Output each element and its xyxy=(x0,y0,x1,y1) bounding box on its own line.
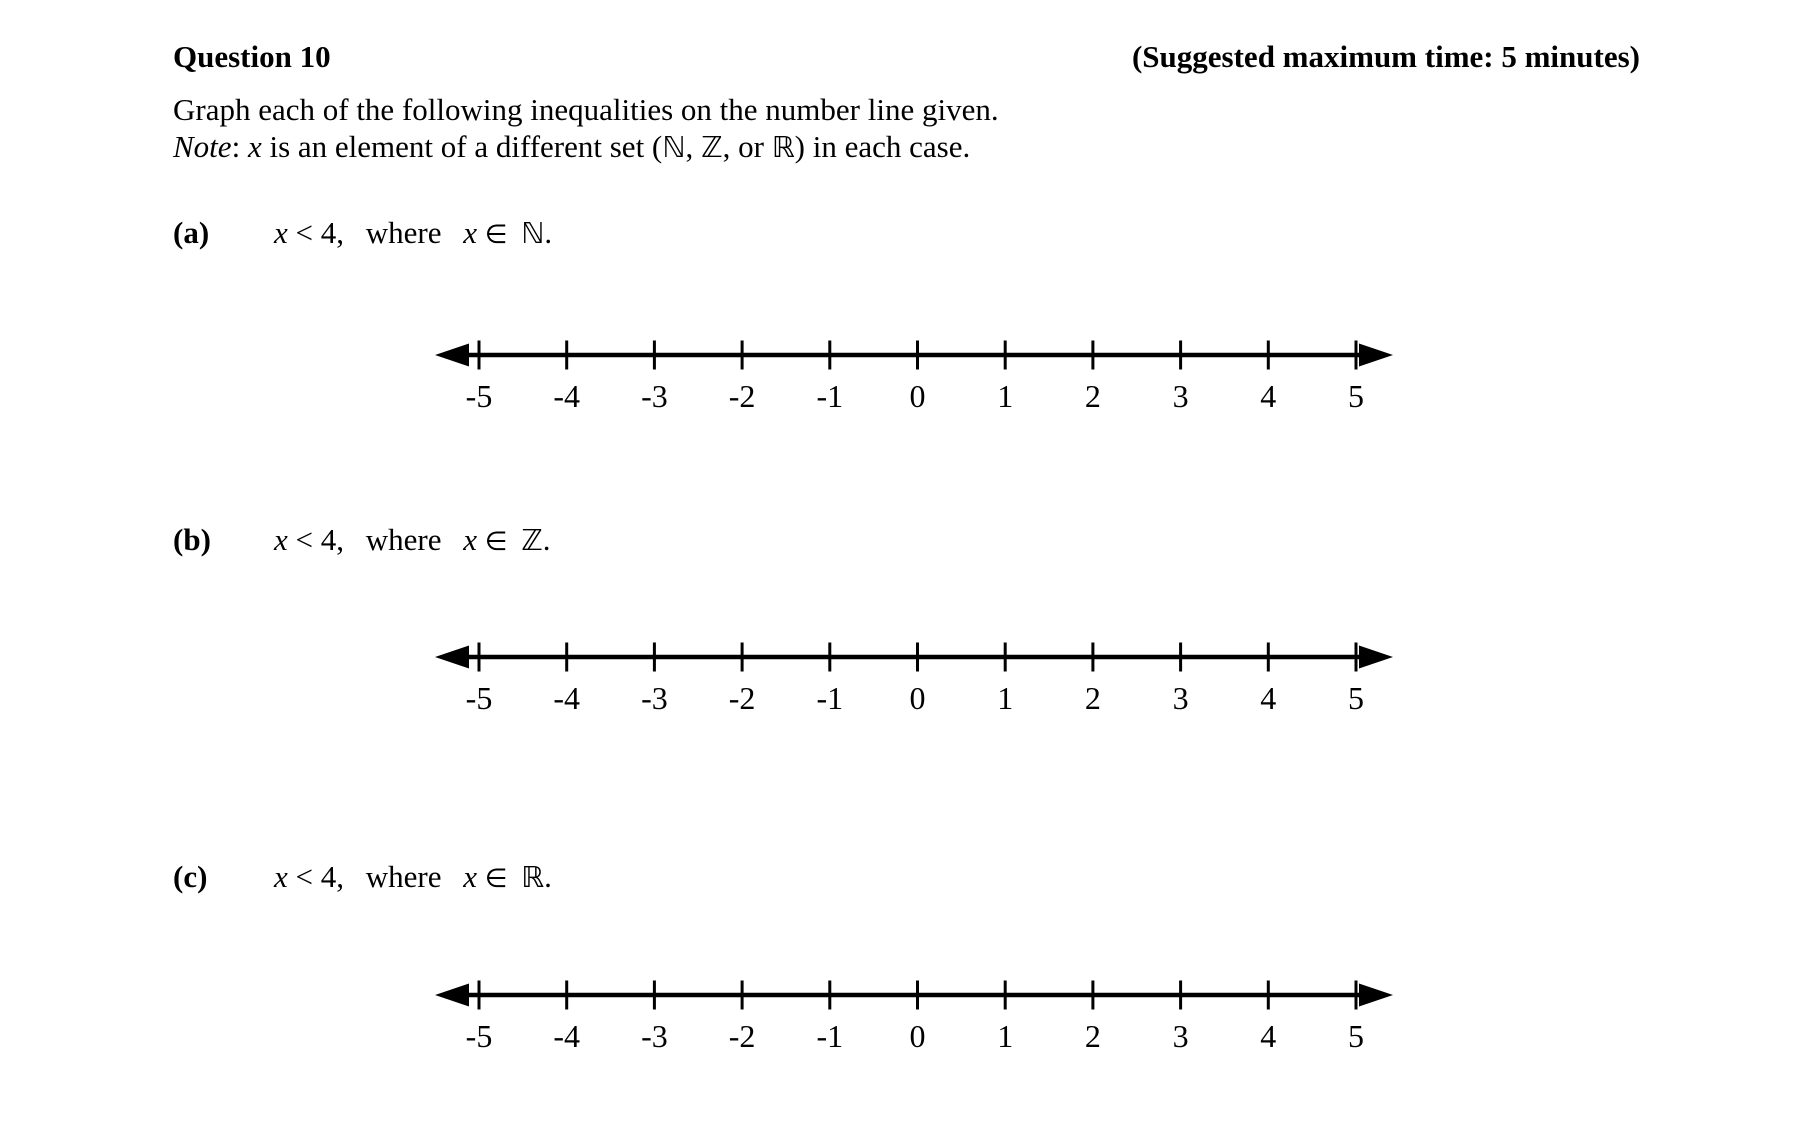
where-text: where xyxy=(365,522,442,557)
tick-label: 0 xyxy=(909,680,926,716)
tick-label: -3 xyxy=(641,378,668,414)
part-label: (b) xyxy=(173,522,211,557)
tick-label: 2 xyxy=(1084,680,1101,716)
part-label: (a) xyxy=(173,215,210,250)
right-arrowhead-icon xyxy=(1359,344,1393,367)
tick-label: 2 xyxy=(1084,1018,1101,1054)
where-text: where xyxy=(365,215,442,250)
left-arrowhead-icon xyxy=(435,984,469,1007)
tick-label: 3 xyxy=(1172,680,1189,716)
inequality-var2: x xyxy=(463,859,477,894)
note-label: Note xyxy=(173,129,232,164)
inequality-var: x xyxy=(274,522,288,557)
tick-label: 5 xyxy=(1348,680,1364,716)
tick-label: 3 xyxy=(1172,1018,1189,1054)
note-line xyxy=(173,129,970,165)
tick-label: -3 xyxy=(641,1018,668,1054)
question-title: Question 10 xyxy=(173,39,331,74)
part-b-heading xyxy=(173,522,551,558)
note-middle: is an element of a different set ( xyxy=(269,129,663,164)
inequality-relation: < 4, xyxy=(295,859,344,894)
set-symbol: ℝ xyxy=(521,860,545,894)
tick-label: -2 xyxy=(728,1018,756,1054)
tick-label: -3 xyxy=(641,680,668,716)
inequality-relation: < 4, xyxy=(295,522,344,557)
tick-label: -1 xyxy=(816,680,844,716)
tick-label: -4 xyxy=(553,378,581,414)
period: . xyxy=(544,215,553,250)
note-colon: : xyxy=(231,129,241,164)
tick-label: 0 xyxy=(909,1018,926,1054)
part-c-heading xyxy=(173,859,552,895)
tick-label: 3 xyxy=(1172,378,1189,414)
inequality-var: x xyxy=(274,215,288,250)
note-tail: ) in each case. xyxy=(794,129,971,164)
set-symbol: ℤ xyxy=(521,523,543,557)
element-of-symbol: ∈ xyxy=(484,527,508,557)
tick-label: 5 xyxy=(1348,378,1364,414)
right-arrowhead-icon xyxy=(1359,984,1393,1007)
inequality-var2: x xyxy=(463,215,477,250)
tick-label: 1 xyxy=(997,1018,1014,1054)
tick-label: 0 xyxy=(909,378,926,414)
tick-label: -2 xyxy=(728,680,756,716)
set-natural-symbol: ℕ xyxy=(662,130,686,164)
number-line-c xyxy=(420,965,1400,1075)
element-of-symbol: ∈ xyxy=(484,220,508,250)
tick-label: -5 xyxy=(465,378,493,414)
tick-label: -5 xyxy=(465,680,493,716)
element-of-symbol: ∈ xyxy=(484,864,508,894)
left-arrowhead-icon xyxy=(435,646,469,669)
tick-label: -4 xyxy=(553,680,581,716)
note-or: , or xyxy=(722,129,764,164)
set-real-symbol: ℝ xyxy=(771,130,795,164)
part-a-heading xyxy=(173,215,552,251)
inequality-var2: x xyxy=(463,522,477,557)
inequality-relation: < 4, xyxy=(295,215,344,250)
note-comma: , xyxy=(685,129,694,164)
tick-label: 1 xyxy=(997,680,1014,716)
left-arrowhead-icon xyxy=(435,344,469,367)
tick-label: 4 xyxy=(1260,680,1277,716)
part-label: (c) xyxy=(173,859,208,894)
tick-label: 2 xyxy=(1084,378,1101,414)
period: . xyxy=(542,522,551,557)
tick-label: -4 xyxy=(553,1018,581,1054)
right-arrowhead-icon xyxy=(1359,646,1393,669)
set-integer-symbol: ℤ xyxy=(701,130,723,164)
tick-label: -5 xyxy=(465,1018,493,1054)
period: . xyxy=(544,859,552,894)
number-line-b xyxy=(420,627,1400,737)
tick-label: -2 xyxy=(728,378,756,414)
tick-label: -1 xyxy=(816,378,844,414)
time-note: (Suggested maximum time: 5 minutes) xyxy=(1131,39,1640,74)
tick-label: -1 xyxy=(816,1018,844,1054)
set-symbol: ℕ xyxy=(521,216,545,250)
note-var: x xyxy=(247,129,262,164)
tick-label: 5 xyxy=(1348,1018,1364,1054)
tick-label: 1 xyxy=(997,378,1014,414)
instruction-line: Graph each of the following inequalities on the number line given. xyxy=(173,92,999,127)
inequality-var: x xyxy=(274,859,288,894)
tick-label: 4 xyxy=(1260,378,1277,414)
tick-label: 4 xyxy=(1260,1018,1277,1054)
number-line-a xyxy=(420,325,1400,435)
where-text: where xyxy=(365,859,442,894)
